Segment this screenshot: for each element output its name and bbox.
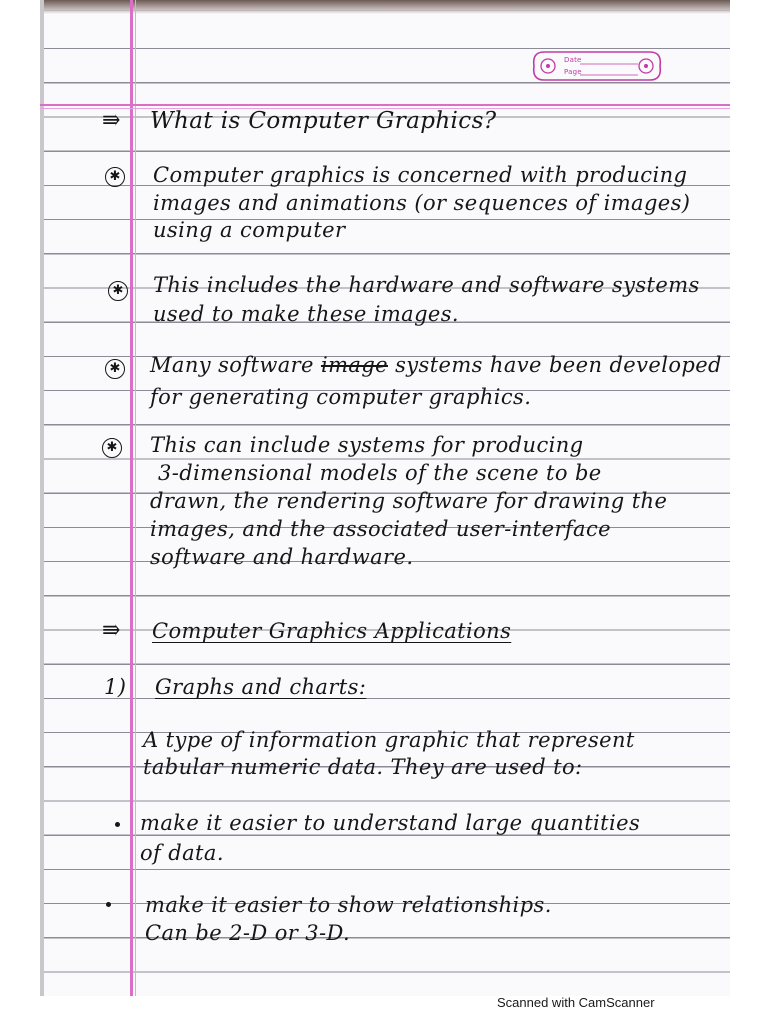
margin-line-secondary xyxy=(135,0,136,996)
stamp-page-label: Page xyxy=(564,68,582,76)
bullet-2-line-1: make it easier to show relationships. xyxy=(145,893,552,917)
date-page-stamp xyxy=(530,48,664,84)
margin-line xyxy=(130,0,133,996)
heading-what-is-computer-graphics: What is Computer Graphics? xyxy=(150,108,497,134)
asterisk-circle-icon: ✱ xyxy=(105,167,125,187)
stamp-frame-icon xyxy=(530,48,664,84)
arrow-icon: ⇛ xyxy=(102,618,121,643)
asterisk-circle-icon: ✱ xyxy=(105,359,125,379)
bullet-1-line-1: make it easier to understand large quantities xyxy=(140,811,641,835)
asterisk-circle-icon: ✱ xyxy=(102,438,122,458)
bullet-dot-icon xyxy=(115,822,120,827)
point-3-text-a: Many software xyxy=(150,353,314,377)
point-4-line-3: drawn, the rendering software for drawing the xyxy=(150,489,668,513)
point-1-line-1: Computer graphics is concerned with producing xyxy=(153,163,688,187)
point-3-struck-word: image xyxy=(320,353,388,377)
point-3-line-2: for generating computer graphics. xyxy=(150,385,532,409)
point-4-line-5: software and hardware. xyxy=(150,545,414,569)
point-4-line-2: 3-dimensional models of the scene to be xyxy=(158,461,602,485)
asterisk-circle-icon: ✱ xyxy=(108,281,128,301)
point-4-line-4: images, and the associated user-interface xyxy=(150,517,611,541)
point-4-line-1: This can include systems for producing xyxy=(150,433,584,457)
definition-line-1: A type of information graphic that represent xyxy=(143,728,635,752)
point-2-line-2: used to make these images. xyxy=(153,302,460,326)
point-1-line-3: using a computer xyxy=(153,218,346,242)
definition-line-2: tabular numeric data. They are used to: xyxy=(143,755,583,779)
section-number: 1) xyxy=(104,675,127,699)
stamp-date-label: Date xyxy=(564,56,582,64)
point-2-line-1: This includes the hardware and software systems xyxy=(153,273,700,297)
page-left-edge xyxy=(40,0,44,996)
bullet-1-line-2: of data. xyxy=(140,841,224,865)
page-top-edge xyxy=(40,0,730,14)
point-1-line-2: images and animations (or sequences of images) xyxy=(153,191,691,215)
scanner-watermark: Scanned with CamScanner xyxy=(497,995,655,1010)
heading-computer-graphics-applications: Computer Graphics Applications xyxy=(152,619,512,643)
point-3-line-1 xyxy=(150,348,722,382)
bullet-2-line-2: Can be 2-D or 3-D. xyxy=(145,921,351,945)
arrow-icon: ⇛ xyxy=(102,108,121,133)
bullet-dot-icon xyxy=(106,902,111,907)
point-3-text-b: systems have been developed xyxy=(395,353,722,377)
section-title-graphs-and-charts: Graphs and charts: xyxy=(155,675,367,699)
